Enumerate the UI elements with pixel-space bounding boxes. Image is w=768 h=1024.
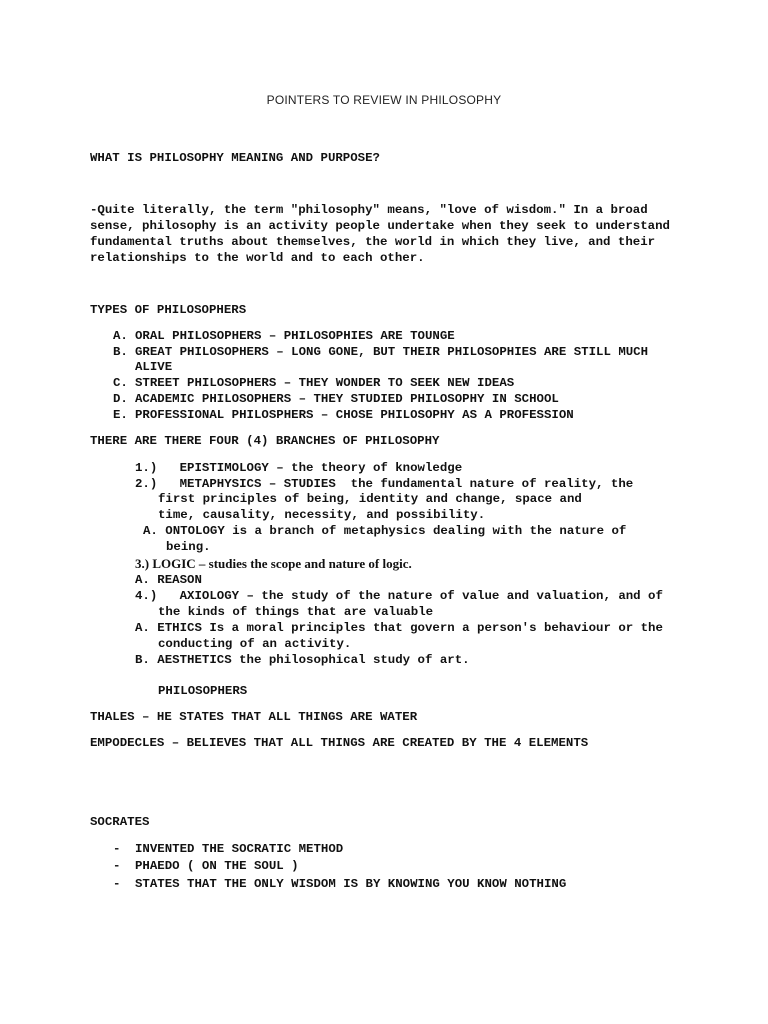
list-item: GREAT PHILOSOPHERS – LONG GONE, BUT THEIR PHILOSOPHIES ARE STILL MUCH <box>135 345 649 359</box>
branch-item: 3.) LOGIC – studies the scope and nature of logic. <box>135 556 412 571</box>
socrates-heading: SOCRATES <box>90 815 150 829</box>
definition-line: -Quite literally, the term "philosophy" means, "love of wisdom." In a broad <box>90 203 648 217</box>
definition-line: fundamental truths about themselves, the world in which they live, and their <box>90 235 656 249</box>
philosopher-entry: THALES – HE STATES THAT ALL THINGS ARE WATER <box>90 710 418 724</box>
branch-subitem: A. REASON <box>135 573 202 587</box>
definition-line: sense, philosophy is an activity people undertake when they seek to understand <box>90 219 670 233</box>
list-item: INVENTED THE SOCRATIC METHOD <box>135 842 344 856</box>
branch-item: 4.) AXIOLOGY – the study of the nature of value and valuation, and of <box>135 589 663 603</box>
list-item: PHAEDO ( ON THE SOUL ) <box>135 859 299 873</box>
philosopher-entry: EMPODECLES – BELIEVES THAT ALL THINGS ARE CREATED BY THE 4 ELEMENTS <box>90 736 589 750</box>
branch-subitem: A. ONTOLOGY is a branch of metaphysics dealing with the nature of <box>143 524 627 538</box>
section-question: WHAT IS PHILOSOPHY MEANING AND PURPOSE? <box>90 151 380 165</box>
philosophers-heading: PHILOSOPHERS <box>158 684 248 698</box>
list-item-continuation: ALIVE <box>135 360 173 374</box>
list-item-label: A. <box>113 329 128 343</box>
branches-heading: THERE ARE THERE FOUR (4) BRANCHES OF PHILOSOPHY <box>90 434 440 448</box>
list-item: ACADEMIC PHILOSOPHERS – THEY STUDIED PHILOSOPHY IN SCHOOL <box>135 392 559 406</box>
branch-subitem-continuation: conducting of an activity. <box>158 637 352 651</box>
list-item-label: D. <box>113 392 128 406</box>
bullet-marker: - <box>113 859 121 873</box>
branch-item: 2.) METAPHYSICS – STUDIES the fundamental nature of reality, the <box>135 477 634 491</box>
bullet-marker: - <box>113 842 121 856</box>
list-item: STATES THAT THE ONLY WISDOM IS BY KNOWING YOU KNOW NOTHING <box>135 877 567 891</box>
list-item: ORAL PHILOSOPHERS – PHILOSOPHIES ARE TOUNGE <box>135 329 455 343</box>
list-item: PROFESSIONAL PHILOSPHERS – CHOSE PHILOSOPHY AS A PROFESSION <box>135 408 574 422</box>
page-title: POINTERS TO REVIEW IN PHILOSOPHY <box>266 93 502 107</box>
branch-item-continuation: time, causality, necessity, and possibility. <box>158 508 486 522</box>
types-heading: TYPES OF PHILOSOPHERS <box>90 303 247 317</box>
list-item-label: C. <box>113 376 128 390</box>
branch-subitem-continuation: being. <box>166 540 211 554</box>
branch-item-continuation: the kinds of things that are valuable <box>158 605 434 619</box>
branch-subitem: A. ETHICS Is a moral principles that govern a person's behaviour or the <box>135 621 663 635</box>
branch-subitem: B. AESTHETICS the philosophical study of art. <box>135 653 470 667</box>
list-item-label: B. <box>113 345 128 359</box>
definition-line: relationships to the world and to each other. <box>90 251 425 265</box>
bullet-marker: - <box>113 877 121 891</box>
list-item: STREET PHILOSOPHERS – THEY WONDER TO SEEK NEW IDEAS <box>135 376 515 390</box>
branch-item: 1.) EPISTIMOLOGY – the theory of knowledge <box>135 461 463 475</box>
branch-item-continuation: first principles of being, identity and change, space and <box>158 492 582 506</box>
list-item-label: E. <box>113 408 128 422</box>
